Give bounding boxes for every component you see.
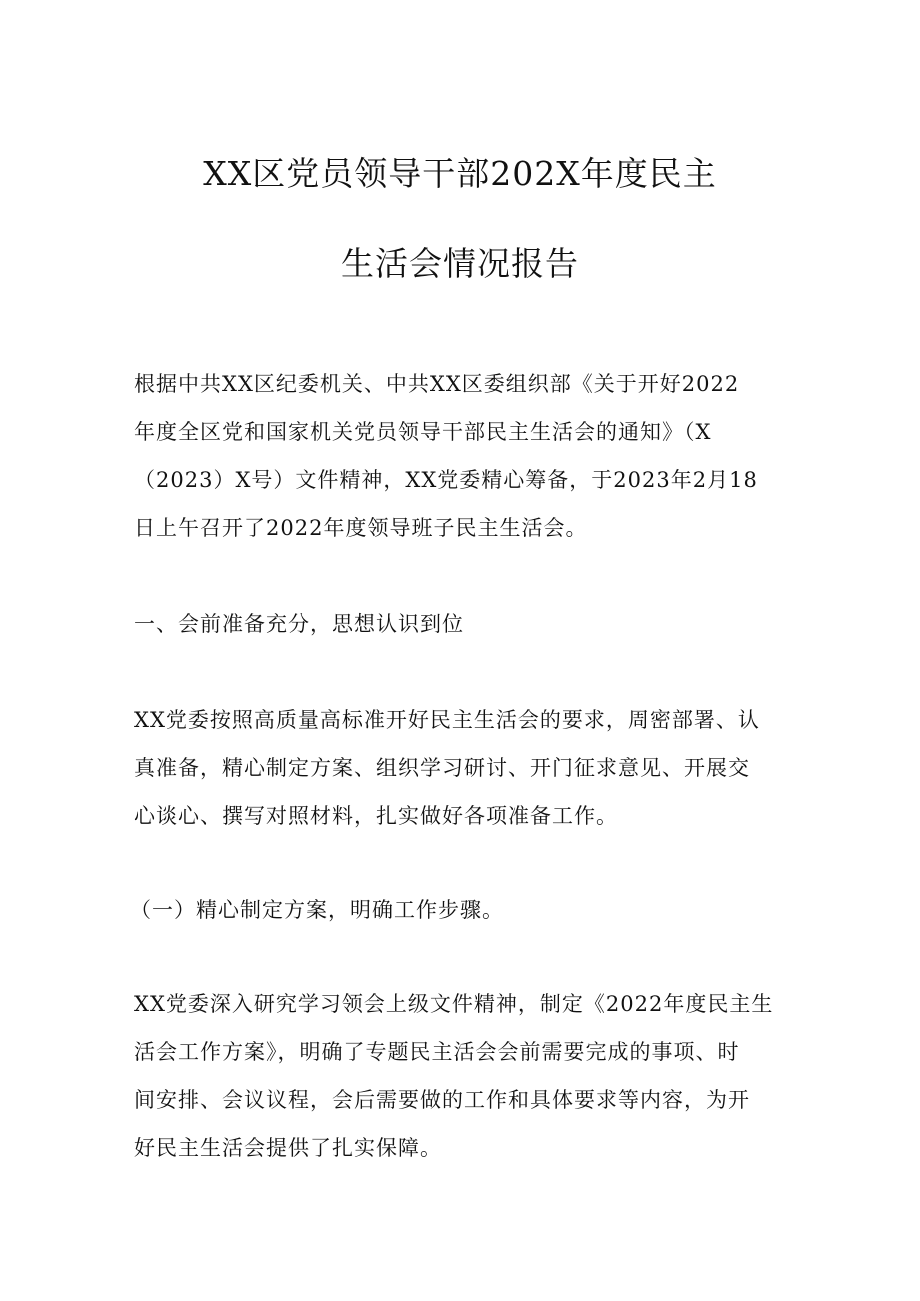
section-1-paragraph: [134, 696, 790, 840]
paragraph-line: 根据中共XX区纪委机关、中共XX区委组织部《关于开好2022: [134, 372, 740, 396]
paragraph-line: 日上午召开了2022年度领导班子民主生活会。: [134, 516, 588, 540]
paragraph-line: 间安排、会议议程，会后需要做的工作和具体要求等内容，为开: [134, 1088, 750, 1112]
heading-line: （一）精心制定方案，明确工作步骤。: [130, 898, 504, 922]
document-title-line-1: XX区党员领导干部202X年度民主: [203, 154, 717, 193]
section-heading-1: [134, 600, 790, 648]
subsection-1-paragraph: [134, 980, 790, 1172]
intro-paragraph: [134, 360, 790, 552]
paragraph-line: （2023）X号）文件精神，XX党委精心筹备，于2023年2月18: [134, 468, 758, 492]
subsection-heading-1: [130, 886, 786, 934]
paragraph-line: 年度全区党和国家机关党员领导干部民主生活会的通知》（X: [134, 420, 712, 444]
paragraph-line: 心谈心、撰写对照材料，扎实做好各项准备工作。: [134, 804, 618, 828]
paragraph-line: XX党委深入研究学习领会上级文件精神，制定《2022年度民主生: [134, 992, 774, 1016]
heading-line: 一、会前准备充分，思想认识到位: [134, 612, 464, 636]
paragraph-line: 真准备，精心制定方案、组织学习研讨、开门征求意见、开展交: [134, 756, 750, 780]
document-title-line-2: 生活会情况报告: [341, 244, 579, 283]
paragraph-line: 好民主生活会提供了扎实保障。: [134, 1136, 442, 1160]
paragraph-line: 活会工作方案》，明确了专题民主活会会前需要完成的事项、时: [134, 1040, 740, 1064]
paragraph-line: XX党委按照高质量高标准开好民主生活会的要求，周密部署、认: [134, 708, 760, 732]
